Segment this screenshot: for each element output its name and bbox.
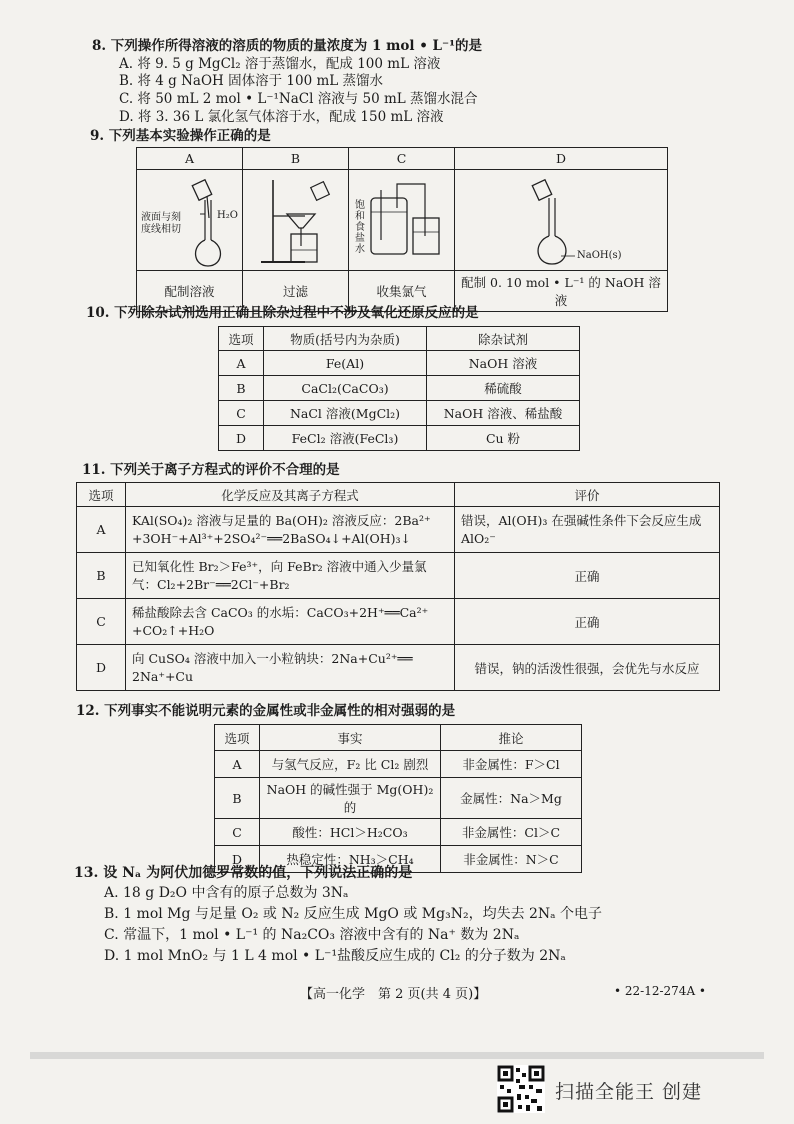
q9-a-water-label: H₂O [217, 210, 238, 221]
q12-row-d-fact: 热稳定性：NH₃＞CH₄ [260, 846, 441, 873]
q11-row-d-equation-line1: 向 CuSO₄ 溶液中加入一小粒钠块：2Na+Cu²⁺══ [132, 650, 413, 666]
q9-c-label-1: 饱 [355, 200, 365, 211]
q12-header-option: 选项 [215, 725, 260, 751]
q10-row-c-substance: NaCl 溶液(MgCl₂) [264, 401, 427, 426]
q10-row-a-substance: Fe(Al) [264, 351, 427, 376]
q11-row-a-evaluation [455, 507, 720, 553]
q11-row-c-equation [126, 599, 455, 645]
q9-header-a: A [137, 148, 243, 170]
q11-row-a-equation-line2: +3OH⁻+Al³⁺+2SO₄²⁻══2BaSO₄↓+Al(OH)₃↓ [132, 530, 411, 546]
q12-table [214, 724, 582, 873]
q10-row-c-reagent: NaOH 溶液、稀盐酸 [427, 401, 580, 426]
q13-stem: 13. 设 Nₐ 为阿伏加德罗常数的值，下列说法正确的是 [74, 865, 413, 881]
q11-row-b-equation-line2: 气：Cl₂+2Br⁻══2Cl⁻+Br₂ [132, 576, 290, 592]
q9-caption-d: 配制 0. 10 mol • L⁻¹ 的 NaOH 溶液 [455, 271, 668, 312]
q8-option-d: D. 将 3. 36 L 氯化氢气体溶于水，配成 150 mL 溶液 [119, 109, 444, 125]
q8-stem: 8. 下列操作所得溶液的溶质的物质的量浓度为 1 mol • L⁻¹的是 [92, 38, 483, 54]
q13-option-d: D. 1 mol MnO₂ 与 1 L 4 mol • L⁻¹盐酸反应生成的 Cl₂ 的分子数为 2Nₐ [104, 948, 566, 964]
q9-c-label-2: 和 [355, 211, 365, 222]
q9-stem: 9. 下列基本实验操作正确的是 [90, 128, 271, 144]
q10-row-a-reagent: NaOH 溶液 [427, 351, 580, 376]
filtration-stand-icon [243, 170, 347, 270]
q11-row-a-equation-line1: KAl(SO₄)₂ 溶液与足量的 Ba(OH)₂ 溶液反应：2Ba²⁺ [132, 512, 431, 528]
q11-header-evaluation: 评价 [455, 483, 720, 507]
q8-option-b: B. 将 4 g NaOH 固体溶于 100 mL 蒸馏水 [119, 73, 384, 89]
q9-figure-d [455, 170, 668, 271]
q10-header-substance: 物质(括号内为杂质) [264, 327, 427, 351]
table-row [215, 819, 582, 846]
table-row [215, 751, 582, 778]
q9-caption-a: 配制溶液 [137, 271, 243, 312]
volumetric-flask-naoh-icon [455, 170, 667, 270]
q11-row-c-equation-line2: +CO₂↑+H₂O [132, 622, 215, 638]
q10-row-b-reagent: 稀硫酸 [427, 376, 580, 401]
q11-stem: 11. 下列关于离子方程式的评价不合理的是 [82, 462, 340, 478]
q10-table [218, 326, 580, 451]
q9-header-d: D [455, 148, 668, 170]
q12-row-d-option: D [215, 846, 260, 873]
q11-row-a-evaluation-line2: AlO₂⁻ [461, 530, 496, 546]
q9-a-label-line1: 液面与刻 [141, 212, 181, 223]
q11-row-a-equation [126, 507, 455, 553]
table-row [219, 426, 580, 451]
page-code: • 22-12-274A • [614, 984, 707, 998]
q8-option-c: C. 将 50 mL 2 mol • L⁻¹NaCl 溶液与 50 mL 蒸馏水混合 [119, 91, 478, 107]
q10-row-a-option: A [219, 351, 264, 376]
qr-code-icon [497, 1065, 545, 1113]
q9-c-label-4: 盐 [355, 233, 365, 244]
q9-apparatus-table [136, 147, 668, 312]
q9-figure-c [349, 170, 455, 271]
q12-row-a-fact: 与氢气反应，F₂ 比 Cl₂ 剧烈 [260, 751, 441, 778]
q13-option-b: B. 1 mol Mg 与足量 O₂ 或 N₂ 反应生成 MgO 或 Mg₃N₂，均失去 2Nₐ 个电子 [104, 906, 603, 922]
q9-c-label-3: 食 [355, 222, 365, 233]
q12-row-a-option: A [215, 751, 260, 778]
q9-caption-c: 收集氯气 [349, 271, 455, 312]
q12-row-c-fact: 酸性：HCl＞H₂CO₃ [260, 819, 441, 846]
table-row [219, 401, 580, 426]
q10-row-b-substance: CaCl₂(CaCO₃) [264, 376, 427, 401]
q10-row-d-option: D [219, 426, 264, 451]
q10-row-d-substance: FeCl₂ 溶液(FeCl₃) [264, 426, 427, 451]
q10-row-b-option: B [219, 376, 264, 401]
q10-header-reagent: 除杂试剂 [427, 327, 580, 351]
table-row [77, 507, 720, 553]
q9-d-solid-label: NaOH(s) [577, 250, 622, 261]
q13-option-a: A. 18 g D₂O 中含有的原子总数为 3Nₐ [104, 885, 349, 901]
q9-figure-b [243, 170, 349, 271]
q9-figure-a [137, 170, 243, 271]
q12-header-inference: 推论 [441, 725, 582, 751]
q11-row-d-option: D [77, 645, 126, 691]
q12-header-fact: 事实 [260, 725, 441, 751]
q11-row-a-evaluation-line1: 错误，Al(OH)₃ 在强碱性条件下会反应生成 [461, 512, 702, 528]
q11-row-b-equation [126, 553, 455, 599]
page-footer: 【高一化学 第 2 页(共 4 页)】 [300, 987, 487, 1002]
q9-caption-b: 过滤 [243, 271, 349, 312]
q11-row-d-equation [126, 645, 455, 691]
q12-row-b-option: B [215, 778, 260, 819]
q8-option-a: A. 将 9. 5 g MgCl₂ 溶于蒸馏水，配成 100 mL 溶液 [119, 56, 441, 72]
q12-row-d-inference: 非金属性：N＞C [441, 846, 582, 873]
q12-row-a-inference: 非金属性：F＞Cl [441, 751, 582, 778]
table-row [77, 645, 720, 691]
scan-edge [30, 1052, 764, 1059]
q12-row-b-fact: NaOH 的碱性强于 Mg(OH)₂ 的 [260, 778, 441, 819]
q11-header-option: 选项 [77, 483, 126, 507]
q12-row-c-option: C [215, 819, 260, 846]
table-row [77, 553, 720, 599]
q9-header-c: C [349, 148, 455, 170]
q9-c-label-5: 水 [355, 244, 365, 255]
q12-row-c-inference: 非金属性：Cl＞C [441, 819, 582, 846]
q10-row-d-reagent: Cu 粉 [427, 426, 580, 451]
q11-row-a-option: A [77, 507, 126, 553]
q11-row-d-evaluation: 错误，钠的活泼性很强，会优先与水反应 [455, 645, 720, 691]
q11-row-c-option: C [77, 599, 126, 645]
q11-row-b-option: B [77, 553, 126, 599]
table-row [219, 376, 580, 401]
scanner-watermark: 扫描全能王 创建 [555, 1081, 703, 1103]
q11-row-c-equation-line1: 稀盐酸除去含 CaCO₃ 的水垢：CaCO₃+2H⁺══Ca²⁺ [132, 604, 429, 620]
q12-stem: 12. 下列事实不能说明元素的金属性或非金属性的相对强弱的是 [76, 703, 456, 719]
q13-option-c: C. 常温下，1 mol • L⁻¹ 的 Na₂CO₃ 溶液中含有的 Na⁺ 数为 2Nₐ [104, 927, 520, 943]
q9-header-b: B [243, 148, 349, 170]
q10-row-c-option: C [219, 401, 264, 426]
q11-row-b-equation-line1: 已知氧化性 Br₂＞Fe³⁺，向 FeBr₂ 溶液中通入少量氯 [132, 558, 427, 574]
q11-row-d-equation-line2: 2Na⁺+Cu [132, 668, 194, 684]
q9-a-label-line2: 度线相切 [141, 224, 181, 235]
q11-table [76, 482, 720, 691]
table-row [77, 599, 720, 645]
q10-header-option: 选项 [219, 327, 264, 351]
table-row [215, 778, 582, 819]
q10-stem: 10. 下列除杂试剂选用正确且除杂过程中不涉及氧化还原反应的是 [86, 305, 479, 321]
q12-row-b-inference: 金属性：Na＞Mg [441, 778, 582, 819]
q11-row-b-evaluation: 正确 [455, 553, 720, 599]
table-row [219, 351, 580, 376]
q11-row-c-evaluation: 正确 [455, 599, 720, 645]
q11-header-equation: 化学反应及其离子方程式 [126, 483, 455, 507]
